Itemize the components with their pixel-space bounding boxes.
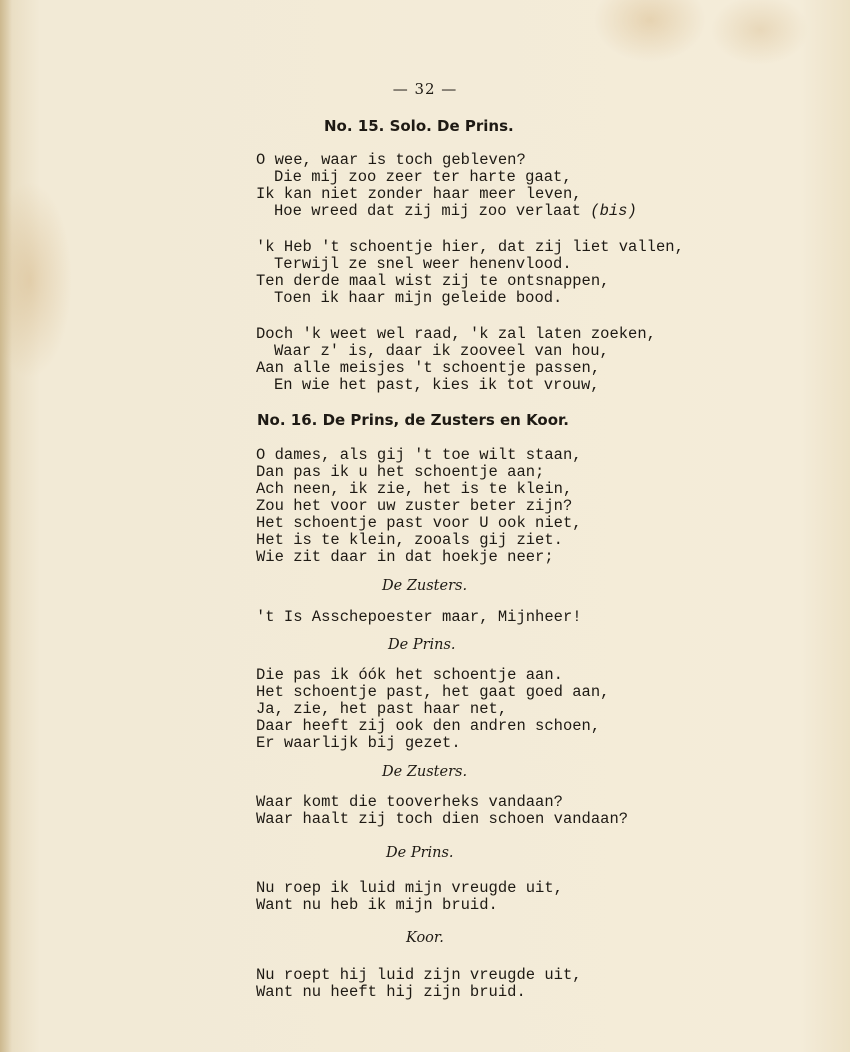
verse-line: 'k Heb 't schoentje hier, dat zij liet vallen, [256,238,684,256]
verse-line: Toen ik haar mijn geleide bood. [274,289,563,307]
verse-line: Wie zit daar in dat hoekje neer; [256,548,554,566]
verse-line: Waar haalt zij toch dien schoen vandaan? [256,810,629,828]
bis-marker: (bis) [590,202,637,220]
verse-line: Waar z' is, daar ik zooveel van hou, [274,342,609,360]
verse-line: Terwijl ze snel weer henenvlood. [274,255,572,273]
verse-line: O wee, waar is toch gebleven? [256,151,526,169]
verse-line: Aan alle meisjes 't schoentje passen, [256,359,601,377]
verse-line: Het schoentje past, het gaat goed aan, [256,683,610,701]
page-number: — 32 — [392,80,458,98]
verse-line: Ja, zie, het past haar net, [256,700,508,718]
verse-line: Daar heeft zij ook den andren schoen, [256,717,601,735]
verse-line: Die mij zoo zeer ter harte gaat, [274,168,572,186]
verse-line: Nu roept hij luid zijn vreugde uit, [256,966,582,984]
verse-line: Want nu heeft hij zijn bruid. [256,983,526,1001]
verse-line: O dames, als gij 't toe wilt staan, [256,446,582,464]
verse-line: Ten derde maal wist zij te ontsnappen, [256,272,610,290]
verse-line: Waar komt die tooverheks vandaan? [256,793,563,811]
verse-line: Want nu heb ik mijn bruid. [256,896,498,914]
speaker-label: De Zusters. [382,578,468,594]
section-15-heading: No. 15. Solo. De Prins. [324,117,514,135]
speaker-label: De Prins. [386,845,454,861]
verse-line: Ik kan niet zonder haar meer leven, [256,185,582,203]
verse-line: Het schoentje past voor U ook niet, [256,514,582,532]
verse-line: 't Is Asschepoester maar, Mijnheer! [256,608,582,626]
speaker-label: Koor. [406,930,444,946]
verse-line: Dan pas ik u het schoentje aan; [256,463,545,481]
verse-line: Nu roep ik luid mijn vreugde uit, [256,879,563,897]
section-16-heading: No. 16. De Prins, de Zusters en Koor. [257,411,569,429]
verse-line: Er waarlijk bij gezet. [256,734,461,752]
speaker-label: De Zusters. [382,764,468,780]
verse-line: Het is te klein, zooals gij ziet. [256,531,563,549]
verse-line: Die pas ik óók het schoentje aan. [256,666,563,684]
verse-line: Ach neen, ik zie, het is te klein, [256,480,573,498]
verse-line: Hoe wreed dat zij mij zoo verlaat (bis) [274,202,637,220]
verse-line: Doch 'k weet wel raad, 'k zal laten zoeken, [256,325,656,343]
verse-line: Zou het voor uw zuster beter zijn? [256,497,573,515]
speaker-label: De Prins. [388,637,456,653]
verse-line: En wie het past, kies ik tot vrouw, [274,376,600,394]
page-spine-shadow [0,0,12,1052]
